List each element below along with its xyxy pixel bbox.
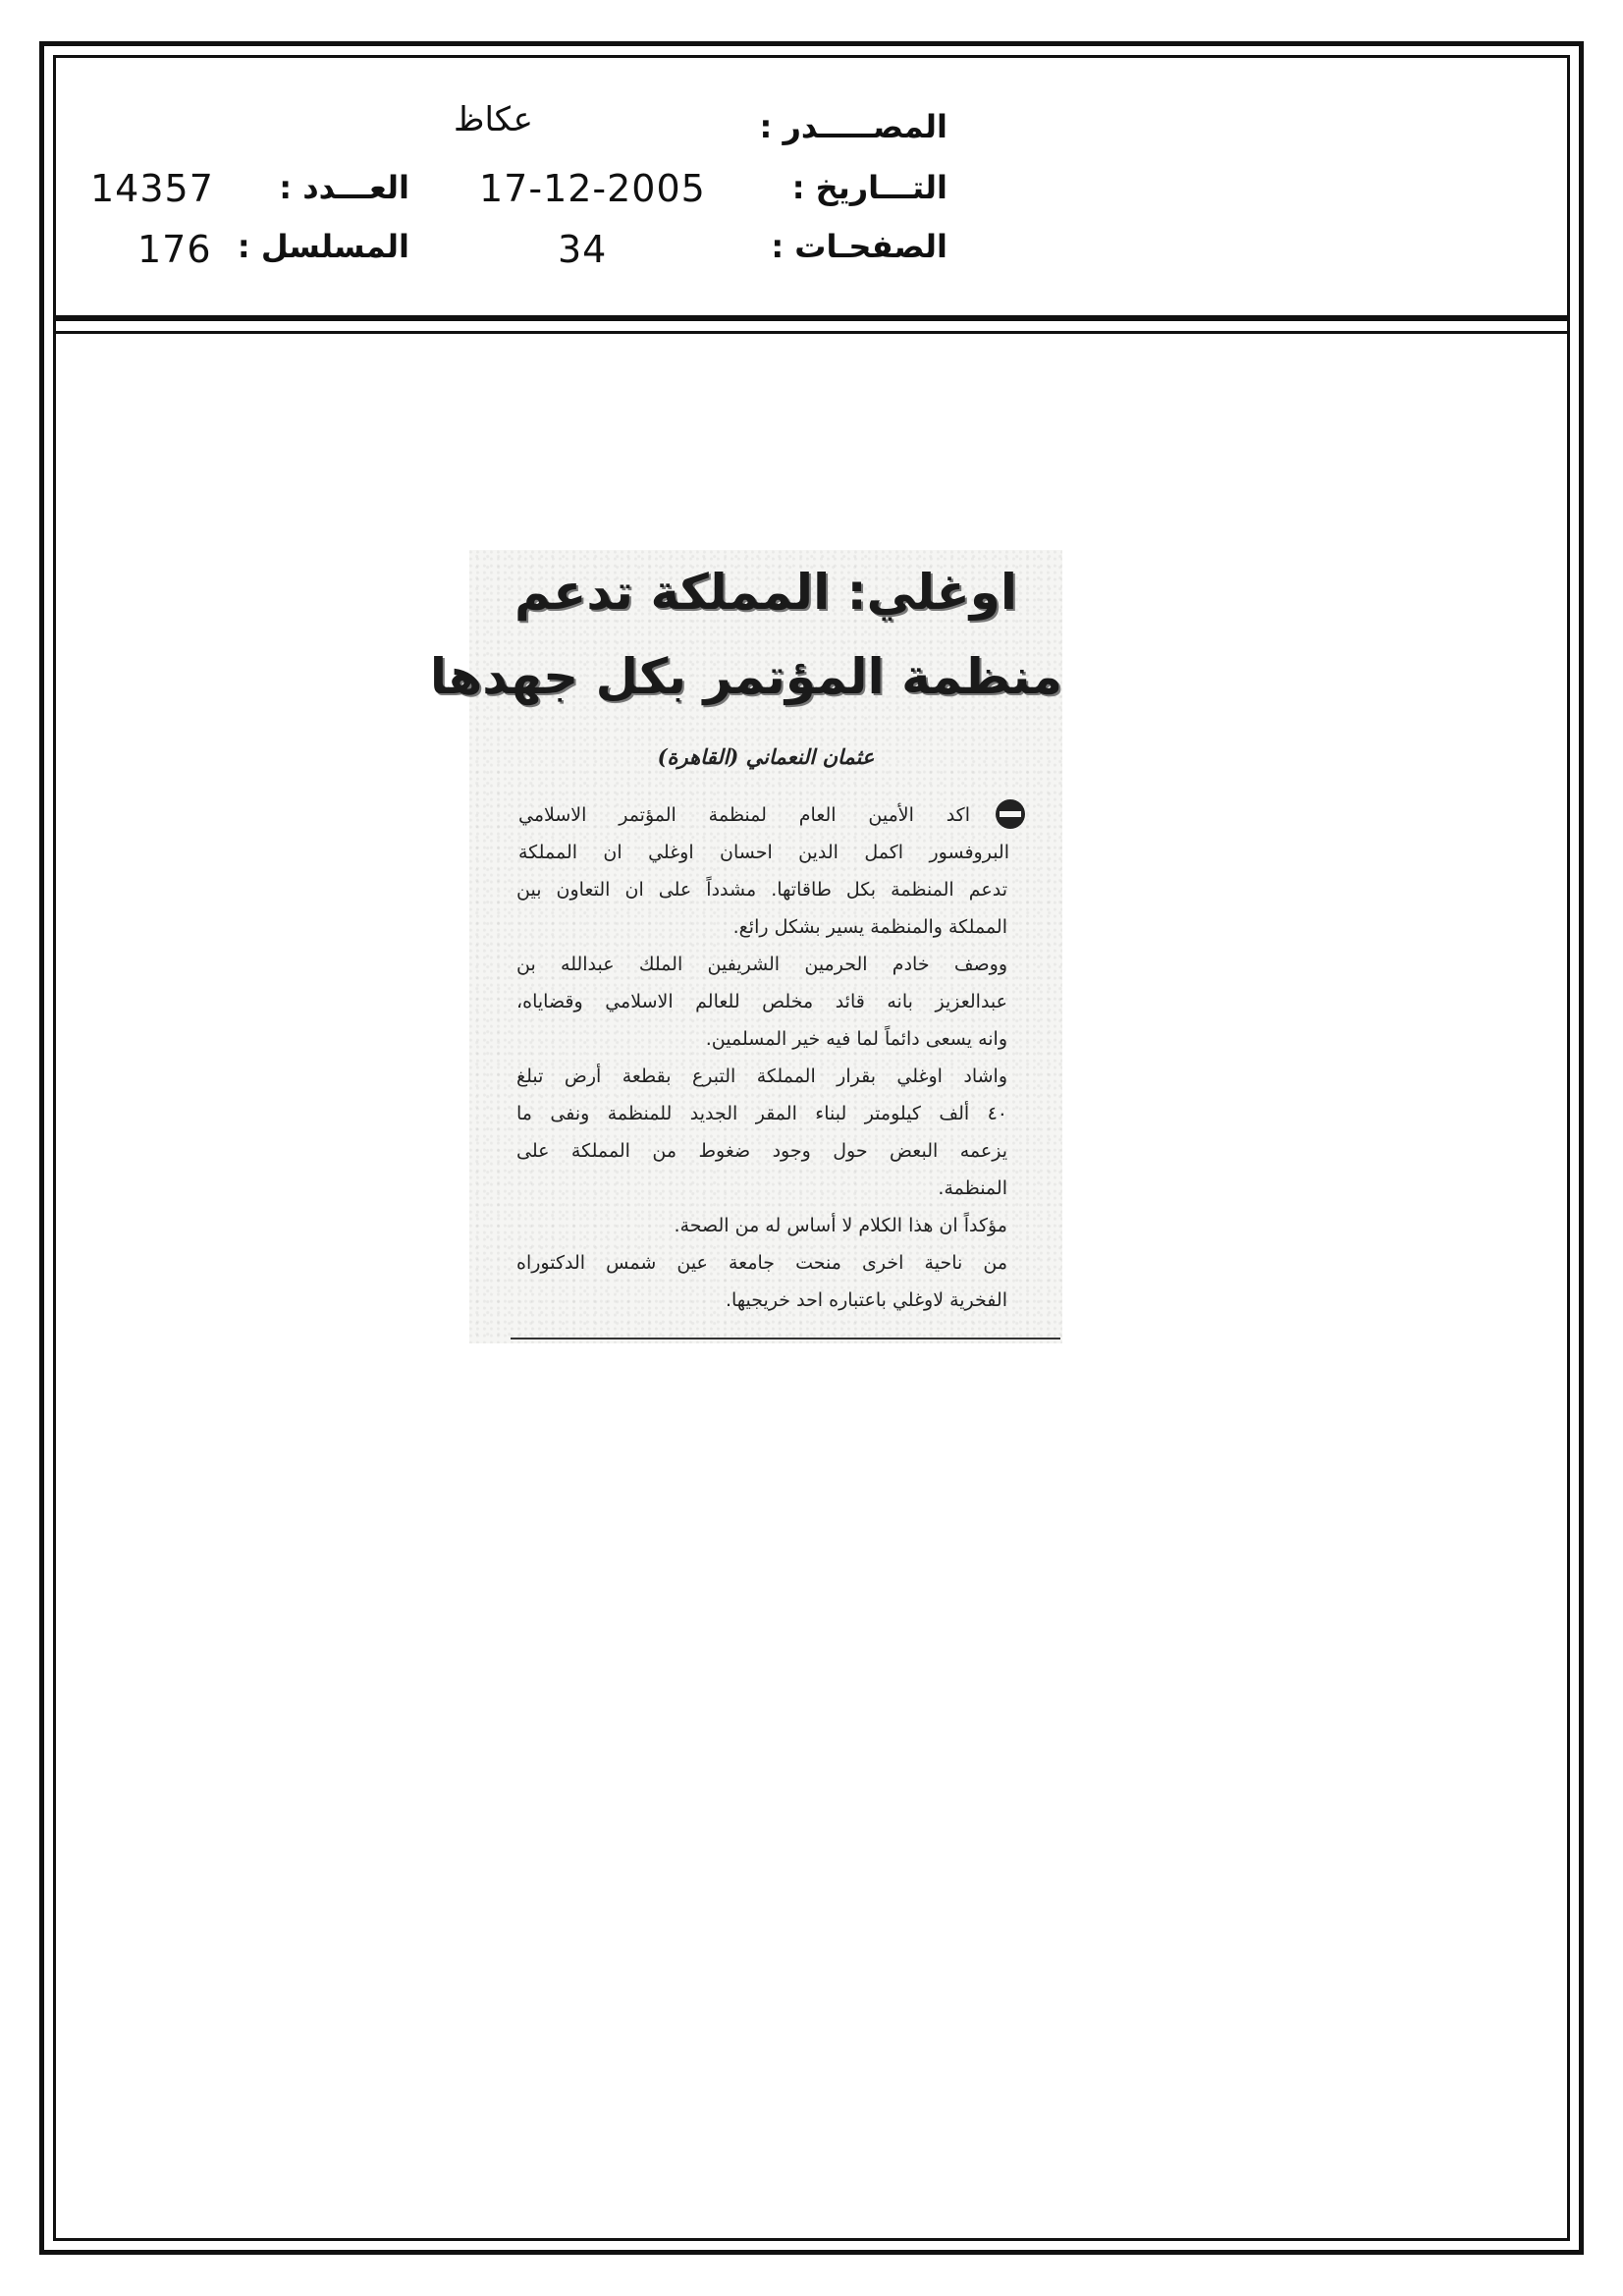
body-line: ووصف خادم الحرمين الشريفين الملك عبدالله بن [516, 954, 1007, 975]
body-line: مؤكداً ان هذا الكلام لا أساس له من الصحة. [674, 1215, 1007, 1236]
body-line: الفخرية لاوغلي باعتباره احد خريجيها. [725, 1289, 1007, 1311]
newspaper-clipping [429, 550, 1062, 1343]
body-line: المملكة والمنظمة يسير بشكل رائع. [732, 916, 1007, 938]
body-line: تدعم المنظمة بكل طاقاتها. مشدداً على ان التعاون بين [516, 879, 1007, 901]
clipping-bottom-rule [511, 1338, 1060, 1339]
body-line: من ناحية اخرى منحت جامعة عين شمس الدكتوراه [516, 1252, 1007, 1274]
source-value: عكاظ [454, 100, 533, 139]
date-label: التـــاريخ : [791, 169, 947, 206]
agency-bullet-icon [996, 799, 1025, 829]
body-line: ٤٠ ألف كيلومتر لبناء المقر الجديد للمنظمة ونفى ما [516, 1103, 1007, 1124]
body-line: يزعمه البعض حول وجود ضغوط من المملكة على [516, 1140, 1007, 1162]
body-line: واشاد اوغلي بقرار المملكة التبرع بقطعة أرض تبلغ [516, 1066, 1007, 1087]
serial-label: المسلسل : [237, 228, 409, 265]
header-divider [53, 315, 1570, 321]
pages-label: الصفحـات : [771, 228, 947, 265]
byline: عثمان النعماني (القاهرة) [657, 744, 875, 769]
header-divider-secondary [53, 331, 1570, 334]
date-value: 17-12-2005 [479, 167, 706, 210]
pages-value: 34 [558, 228, 608, 271]
source-label: المصـــــدر : [759, 108, 947, 145]
body-line: وانه يسعى دائماً لما فيه خير المسلمين. [705, 1028, 1007, 1050]
headline-line-2: منظمة المؤتمر بكل جهدها [429, 648, 1062, 705]
issue-label: العـــدد : [279, 169, 409, 206]
body-line: اكد الأمين العام لمنظمة المؤتمر الاسلامي [518, 804, 970, 826]
serial-value: 176 [137, 228, 212, 271]
body-line: البروفسور اكمل الدين احسان اوغلي ان المملكة [518, 842, 1009, 863]
headline-line-1: اوغلي: المملكة تدعم [514, 564, 1017, 621]
body-line: المنظمة. [938, 1177, 1007, 1199]
body-line: عبدالعزيز بانه قائد مخلص للعالم الاسلامي وقضاياه، [516, 991, 1007, 1012]
issue-value: 14357 [90, 167, 214, 210]
